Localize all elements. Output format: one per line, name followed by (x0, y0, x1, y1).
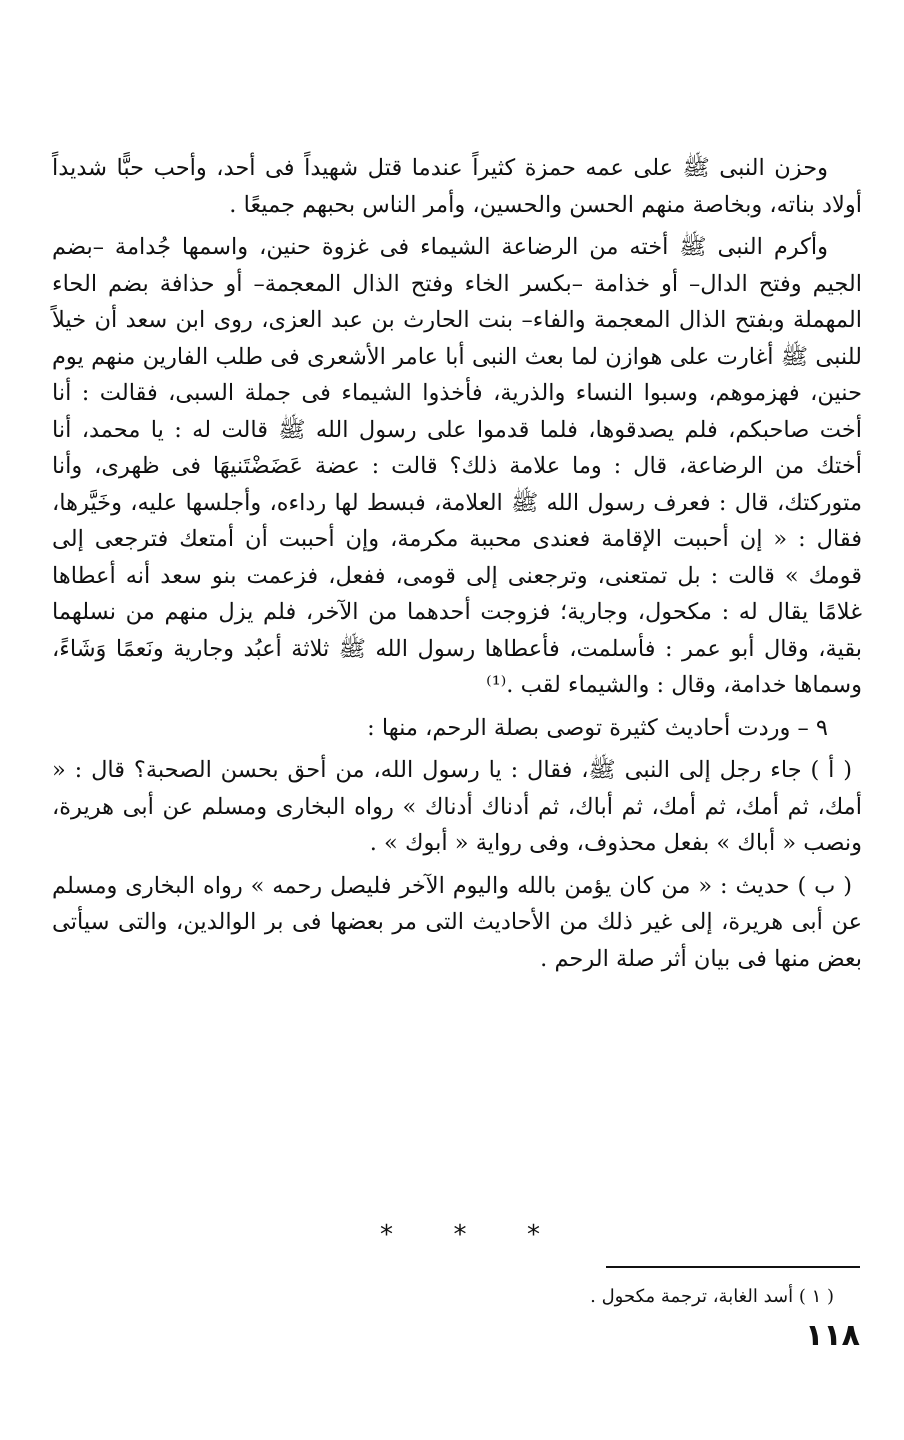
footnote: ( ١ ) أسد الغابة، ترجمة مكحول . (590, 1286, 834, 1307)
separator-asterisk: * (527, 1220, 540, 1250)
section-separator (380, 1220, 540, 1250)
footnote-rule (606, 1266, 860, 1268)
page-number: ١١٨ (805, 1318, 860, 1353)
separator-asterisk: * (453, 1220, 467, 1250)
separator-asterisk: * (380, 1220, 393, 1250)
paragraph-shaima: وأكرم النبى ﷺ أخته من الرضاعة الشيماء فى غزوة حنين، واسمها جُدامة –بضم الجيم وفتح الدال– أو خذامة –بكسر الخاء وفتح الذال المعجمة– أو حذافة بضم الحاء المهملة وبفتح الذال المعجمة والفاء– بنت الحارث بن عبد العزى، روى ابن سعد أن خيلاً للنبى ﷺ أغارت على هوازن لما بعث النبى أبا عامر الأشعرى فى طلب الفارين منهم يوم حنين، فهزموهم، وسبوا النساء والذرية، فأخذوا الشيماء فى جملة السبى، فقالت : أنا أخت صاحبكم، فلم يصدقوها، فلما قدموا على رسول الله ﷺ قالت له : يا محمد، أنا أختك من الرضاعة، قال : وما علامة ذلك؟ قالت : عضة عَضَضْتَنيهَا فى ظهرى، وأنا متوركتك، قال : فعرف رسول الله ﷺ العلامة، فبسط لها رداءه، وأجلسها عليه، وخَيَّرها، فقال : « إن أحببت الإقامة فعندى محببة مكرمة، وإن أحببت أن أمتعك فترجعى إلى قومك » قالت : بل تمتعنى، وترجعنى إلى قومى، ففعل، فزعمت بنو سعد أنه أعطاها غلامًا يقال له : مكحول، وجارية؛ فزوجت أحدهما من الآخر، فلم يزل منهم من نسلهما بقية، وقال أبو عمر : فأسلمت، فأعطاها رسول الله ﷺ ثلاثة أعبُد وجارية ونَعمًا وَشَاءً، وسماها خدامة، وقال : والشيماء لقب .⁽¹⁾ (52, 234, 862, 698)
paragraph-hadiths-intro: ٩ – وردت أحاديث كثيرة توصى بصلة الرحم، منها : (367, 714, 828, 741)
paragraph-grief-hamza: وحزن النبى ﷺ على عمه حمزة كثيراً عندما قتل شهيداً فى أحد، وأحب حبًّا شديداً أولاد بناته، وبخاصة منهم الحسن والحسين، وأمر الناس بحبهم جميعًا . (52, 155, 862, 218)
paragraph-hadith-a: ( أ ) جاء رجل إلى النبى ﷺ، فقال : يا رسول الله، من أحق بحسن الصحبة؟ قال : « أمك، ثم أمك، ثم أمك، ثم أباك، ثم أدناك أدناك » رواه البخارى ومسلم عن أبى هريرة، ونصب « أباك » بفعل محذوف، وفى رواية « أبوك » . (52, 757, 862, 856)
paragraph-hadith-b: ( ب ) حديث : « من كان يؤمن بالله واليوم الآخر فليصل رحمه » رواه البخارى ومسلم عن أبى هريرة، إلى غير ذلك من الأحاديث التى مر بعضها فى بر الوالدين، والتى سيأتى بعض منها فى بيان أثر صلة الرحم . (52, 872, 862, 972)
main-text (52, 150, 862, 977)
